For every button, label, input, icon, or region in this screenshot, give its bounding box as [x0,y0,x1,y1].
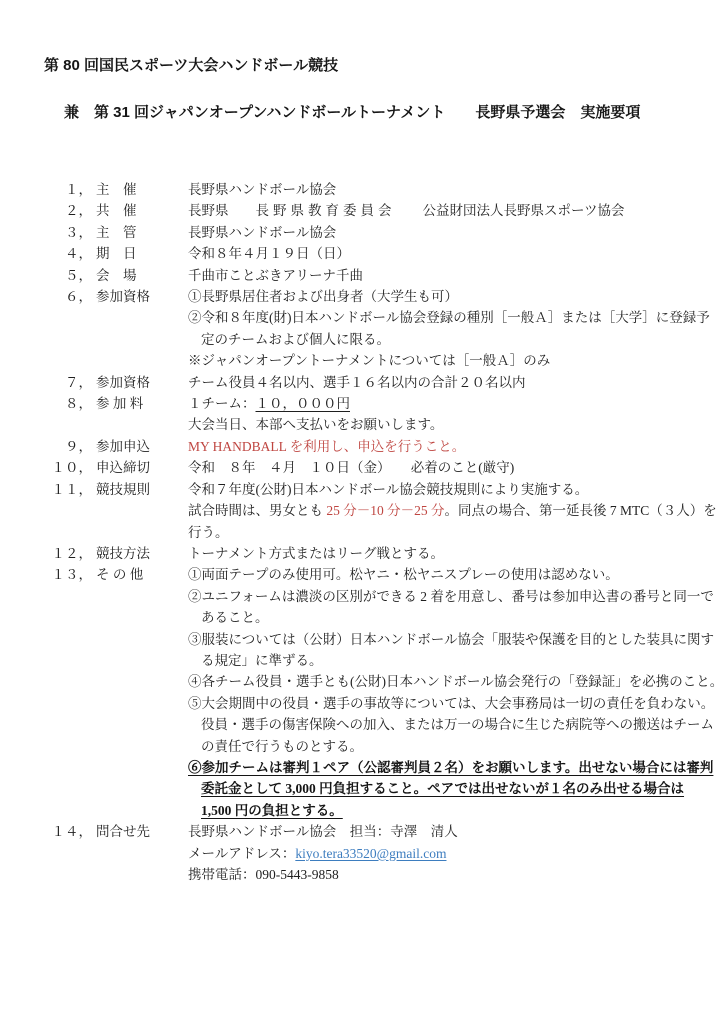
text-segment: 大会当日、本部へ支払いをお願いします。 [188,417,444,433]
item-label: 競技方法 [96,545,150,561]
text-segment: る規定」に準ずる。 [201,652,323,668]
list-item [44,179,696,200]
text-segment: MY HANDBALL を利用し、申込を行うこと。 [188,438,466,454]
value-line [188,222,696,243]
item-label: 参加資格 [96,374,150,390]
text-segment: 公益財団法人長野県スポーツ協会 [395,203,625,219]
list-item [44,436,696,457]
value-line [188,564,696,585]
text-segment: 試合時間は、男女とも [188,503,327,519]
items-list [44,179,724,885]
item-number: １３， [51,567,92,583]
value-line [188,543,696,564]
item-number: １４， [51,824,92,840]
value-line [188,457,696,478]
text-segment: 委託金として 3,000 円負担すること。ペアでは出せないが１名のみ出せる場合は [201,781,685,797]
text-segment: ⑥参加チームは審判１ペア（公認審判員２名）をお願いします。出せない場合には審判 [188,759,714,775]
value-line [188,736,696,757]
list-item [44,543,696,564]
text-segment: の責任で行うものとする。 [201,738,363,754]
text-segment: 令和７年度(公財)日本ハンドボール協会競技規則により実施する。 [188,481,589,497]
value-line [188,179,696,200]
item-number: ９， [65,438,92,454]
list-item [44,243,696,264]
text-segment: ①長野県居住者および出身者（大学生も可） [188,289,458,305]
item-label: 参加申込 [96,438,150,454]
item-value [188,564,724,821]
item-number: ３， [65,224,92,240]
value-line [188,586,714,607]
item-label: 申込締切 [96,460,150,476]
text-segment: 携帯電話：090-5443-9858 [188,867,339,882]
item-label: 主 管 [96,224,137,240]
value-line [188,757,714,778]
value-line [188,821,696,842]
list-item [44,265,696,286]
value-line [188,607,696,628]
value-line [188,414,696,435]
list-item [44,479,717,543]
value-line [188,307,710,328]
list-item [44,821,696,885]
value-line [188,286,696,307]
value-line [188,693,715,714]
list-item [44,457,696,478]
item-value [188,286,710,372]
item-number: １， [65,182,92,197]
item-value [188,457,696,478]
item-value [188,821,696,885]
value-line [188,393,696,414]
value-line [188,864,696,885]
item-number: ２， [65,203,92,219]
text-segment: ④各チーム役員・選手とも(公財)日本ハンドボール協会発行の「登録証」を必携のこと。 [188,674,724,690]
text-segment: ①両面テープのみ使用可。松ヤニ・松ヤニスプレーの使用は認めない。 [188,567,619,583]
text-segment: 令和 ８年 ４月 １０日（金） 必着のこと(厳守) [188,460,515,476]
text-segment: ②令和８年度(財)日本ハンドボール協会登録の種別［一般Ａ］または［大学］に登録予 [188,310,710,326]
text-segment: ※ジャパンオープントーナメントについては［一般Ａ］のみ [188,353,551,369]
value-line [188,843,696,864]
text-segment: 長野県 [188,203,256,219]
item-number: １１， [51,481,92,497]
value-line [188,500,717,521]
item-label: 競技規則 [96,481,150,497]
item-number: ７， [65,374,92,390]
text-segment: 。同点の場合、第一延長後 7 MTC（３人）を [444,503,717,519]
item-value [188,243,696,264]
item-value [188,265,696,286]
text-segment: 1,500 円の負担とする。 [201,802,343,818]
value-line [188,329,696,350]
text-segment: 長野県教育委員会 [255,203,396,219]
item-label: そ の 他 [96,567,144,583]
text-segment: ②ユニフォームは濃淡の区別ができる 2 着を用意し、番号は参加申込書の番号と同一で [188,588,714,604]
doc-title: 第 80 回国民スポーツ大会ハンドボール競技 [44,57,339,74]
text-segment: あること。 [201,610,269,626]
item-label: 共 催 [96,203,137,219]
item-label: 期 日 [96,246,137,262]
value-line [188,243,696,264]
list-item [44,372,696,393]
text-segment: メールアドレス： [188,845,296,861]
email-link[interactable]: kiyo.tera33520@gmail.com [295,845,447,861]
item-number: ４， [65,246,92,262]
text-segment: トーナメント方式またはリーグ戦とする。 [188,545,444,561]
text-segment: 長野県ハンドボール協会 [188,224,337,240]
text-segment: 令和８年４月１９日（日） [188,246,350,262]
doc-subtitle: 兼 第 31 回ジャパンオープンハンドボールトーナメント 長野県予選会 実施要項 [64,104,641,121]
item-value [188,179,696,200]
item-number: ６， [65,289,92,305]
list-item [44,393,696,436]
value-line [188,372,696,393]
value-line [188,436,696,457]
item-number: １２， [51,545,92,561]
item-number: １０， [51,460,92,476]
list-item [44,222,696,243]
value-line [188,778,696,799]
value-line [188,714,714,735]
value-line [188,200,696,221]
value-line [188,350,696,371]
item-value [188,436,696,457]
item-value [188,222,696,243]
item-value [188,543,696,564]
text-segment: ③服装については（公財）日本ハンドボール協会「服装や保護を目的とした装具に関す [188,631,714,647]
text-segment: 長野県ハンドボール協会 担当：寺澤 清人 [188,824,458,840]
text-segment: 定のチームおよび個人に限る。 [201,331,390,347]
value-line [188,800,696,821]
item-value [188,372,696,393]
item-number: ５， [65,267,92,283]
value-line [188,265,696,286]
item-label: 参加資格 [96,289,150,305]
item-label: 参 加 料 [96,396,144,412]
value-line [188,522,696,543]
text-segment: チーム役員４名以内、選手１６名以内の合計２０名以内 [188,374,526,390]
item-value [188,393,696,436]
text-segment: 役員・選手の傷害保険への加入、または万一の場合に生じた病院等への搬送はチーム [201,717,714,733]
item-number: ８， [65,396,92,412]
text-segment: １チーム： [188,396,256,412]
list-item [44,286,710,372]
list-item [44,200,696,221]
value-line [188,629,714,650]
text-segment: １０，０００円 [255,396,350,412]
item-label: 問合せ先 [96,824,150,840]
value-line [188,671,724,692]
item-label: 主 催 [96,182,137,197]
item-value [188,200,696,221]
value-line [188,650,696,671]
text-segment: 25 分－10 分－25 分 [326,503,445,519]
value-line [188,479,696,500]
text-segment: ⑤大会期間中の役員・選手の事故等については、大会事務局は一切の責任を負わない。 [188,695,715,711]
text-segment: 千曲市ことぶきアリーナ千曲 [188,267,363,283]
text-segment: 長野県ハンドボール協会 [188,182,337,197]
text-segment: 行う。 [188,524,229,540]
list-item [44,564,724,821]
item-value [188,479,717,543]
item-label: 会 場 [96,267,137,283]
